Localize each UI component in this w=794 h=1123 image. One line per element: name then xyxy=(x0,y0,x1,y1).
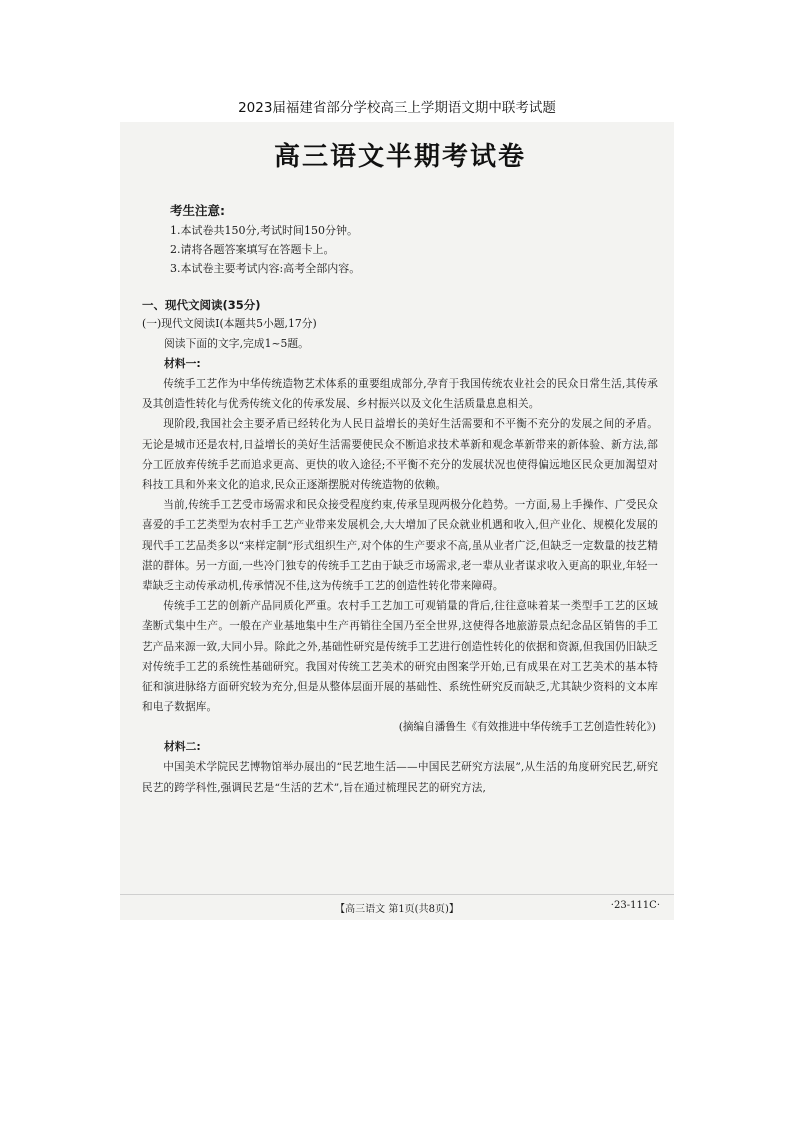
section-heading: 一、现代文阅读(35分) xyxy=(142,298,261,312)
paragraph: 当前,传统手工艺受市场需求和民众接受程度约束,传承呈现两极分化趋势。一方面,易上手操作、广受民众喜爱的手工艺类型为农村手工艺产业带来发展机会,大大增加了民众就业机遇和收入,但产业化、规模化发展的现代手工艺品类多以“来样定制”形式组织生产,对个体的生产要求不高,虽从业者广泛,但缺乏一定数量的技艺精湛的群体。另一方面,一些冷门独专的传统手工艺由于缺乏市场需求,老一辈从业者谋求收入更高的职业,年轻一辈缺乏主动传承动机,传承情况不佳,这为传统手工艺的创造性转化带来障碍。 xyxy=(142,499,658,593)
page-header: 2023届福建省部分学校高三上学期语文期中联考试题 xyxy=(238,100,556,116)
exam-content xyxy=(142,136,658,798)
notice-item: 1.本试卷共150分,考试时间150分钟。 xyxy=(170,224,358,237)
material-label: 材料二: xyxy=(164,740,201,754)
material-source: (摘编自潘鲁生《有效推进中华传统手工艺创造性转化》) xyxy=(398,721,656,734)
sub-section-heading: (一)现代文阅读Ⅰ(本题共5小题,17分) xyxy=(142,317,317,330)
candidate-notice xyxy=(170,201,658,278)
reading-instruction: 阅读下面的文字,完成1~5题。 xyxy=(164,337,309,350)
scanned-exam-page xyxy=(120,122,674,920)
paragraph: 现阶段,我国社会主要矛盾已经转化为人民日益增长的美好生活需要和不平衡不充分的发展之间的矛盾。无论是城市还是农村,日益增长的美好生活需要使民众不断追求技术革新和观念革新带来的新体验、新方法,部分工匠放弃传统手艺而追求更高、更快的收入途径;不平衡不充分的发展状况也使得偏远地区民众更加渴望对科技工具和外来文化的追求,民众正逐渐摆脱对传统造物的依赖。 xyxy=(142,418,658,492)
paper-title: 高三语文半期考试卷 xyxy=(273,142,526,172)
notice-item: 3.本试卷主要考试内容:高考全部内容。 xyxy=(170,262,361,275)
page-number-label: 【高三语文 第1页(共8页)】 xyxy=(335,904,459,915)
paragraph: 传统手工艺的创新产品同质化严重。农村手工艺加工可观销量的背后,往往意味着某一类型手工艺的区域垄断式集中生产。一般在产业基地集中生产再销往全国乃至全世界,这使得各地旅游景点纪念品区销售的手工艺产品来源一致,大同小异。除此之外,基础性研究是传统手工艺进行创造性转化的依据和资源,但我国仍旧缺乏对传统手工艺的系统性基础研究。我国对传统工艺美术的研究由图案学开始,已有成果在对工艺美术的基本特征和演进脉络方面研究较为充分,但是从整体层面开展的基础性、系统性研究反而缺乏,尤其缺少资料的文本库和电子数据库。 xyxy=(142,600,658,714)
paragraph: 传统手工艺作为中华传统造物艺术体系的重要组成部分,孕育于我国传统农业社会的民众日常生活,其传承及其创造性转化与优秀传统文化的传承发展、乡村振兴以及文化生活质量息息相关。 xyxy=(142,378,658,411)
material-label: 材料一: xyxy=(164,357,201,370)
notice-item: 2.请将各题答案填写在答题卡上。 xyxy=(170,243,335,256)
notice-title: 考生注意: xyxy=(170,203,225,218)
exam-code: ·23-111C· xyxy=(610,900,660,911)
page-footer xyxy=(120,894,674,916)
paragraph: 中国美术学院民艺博物馆举办展出的“民艺地生活——中国民艺研究方法展”,从生活的角度研究民艺,研究民艺的跨学科性,强调民艺是“生活的艺术”,旨在通过梳理民艺的研究方法, xyxy=(142,761,658,794)
